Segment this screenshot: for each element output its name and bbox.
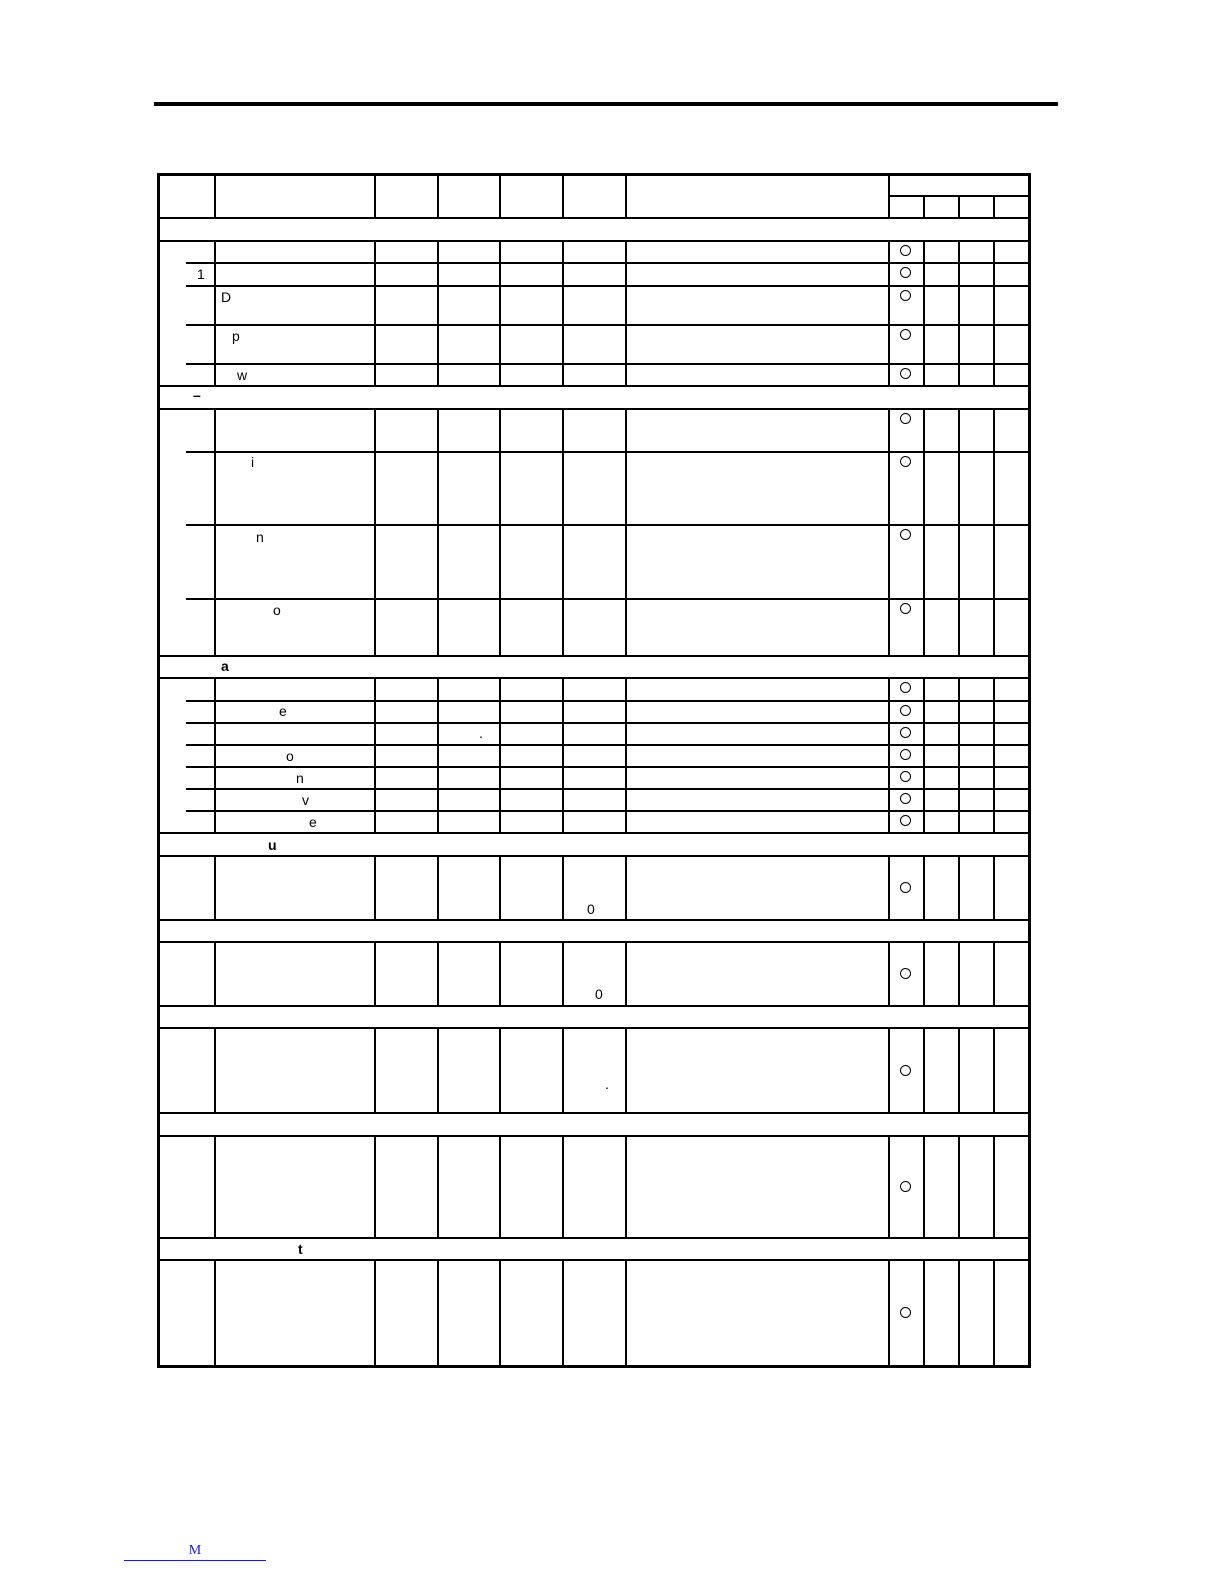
- section-divider: [158, 240, 1029, 242]
- column-divider: [437, 1028, 439, 1113]
- row-divider: [186, 324, 1029, 326]
- row-label-fragment: p: [232, 328, 240, 344]
- section-divider: [158, 1365, 1029, 1367]
- applicable-circle-icon: [900, 771, 911, 782]
- row-divider: [186, 744, 1029, 746]
- row-divider: [186, 598, 1029, 600]
- row-label-fragment: i: [251, 454, 255, 470]
- column-divider: [499, 1260, 501, 1366]
- cell-fragment: 0: [587, 901, 595, 917]
- column-divider: [437, 409, 439, 656]
- section-divider: [158, 1112, 1029, 1114]
- column-divider: [437, 1260, 439, 1366]
- section-divider: [158, 919, 1029, 921]
- header-column-divider: [374, 174, 376, 218]
- row-label-fragment: e: [279, 703, 287, 719]
- section-divider: [158, 1237, 1029, 1239]
- applicable-circle-icon: [900, 413, 911, 424]
- column-divider: [958, 409, 960, 656]
- header-column-divider: [625, 174, 627, 218]
- applicable-circle-icon: [900, 245, 911, 256]
- header-bottom-rule: [158, 217, 1029, 219]
- section-title-fragment: t: [298, 1241, 303, 1257]
- applicable-circle-icon: [900, 1181, 911, 1192]
- applicable-circle-icon: [900, 529, 911, 540]
- header-column-divider: [437, 174, 439, 218]
- column-divider: [888, 1028, 890, 1113]
- row-divider: [186, 451, 1029, 453]
- section-divider: [158, 1259, 1029, 1261]
- section-divider: [158, 1135, 1029, 1137]
- applicable-circle-icon: [900, 705, 911, 716]
- column-divider: [993, 942, 995, 1006]
- column-divider: [562, 942, 564, 1006]
- row-label-fragment: n: [296, 770, 304, 786]
- column-divider: [499, 1028, 501, 1113]
- column-divider: [625, 1028, 627, 1113]
- column-divider: [625, 856, 627, 920]
- column-divider: [374, 1260, 376, 1366]
- column-divider: [499, 1136, 501, 1238]
- row-divider: [186, 722, 1029, 724]
- applicable-circle-icon: [900, 329, 911, 340]
- row-divider: [186, 363, 1029, 365]
- row-label-fragment: n: [256, 529, 264, 545]
- row-label-fragment: w: [237, 367, 248, 383]
- column-divider: [214, 856, 216, 920]
- section-divider: [158, 408, 1029, 410]
- applicable-circle-icon: [900, 727, 911, 738]
- cell-fragment: 0: [595, 986, 603, 1002]
- column-divider: [214, 942, 216, 1006]
- applicable-circle-icon: [900, 682, 911, 693]
- column-divider: [993, 409, 995, 656]
- applicable-circle-icon: [900, 968, 911, 979]
- column-divider: [888, 409, 890, 656]
- column-divider: [958, 1260, 960, 1366]
- section-divider: [158, 655, 1029, 657]
- cell-fragment: .: [479, 725, 483, 741]
- column-divider: [923, 942, 925, 1006]
- column-divider: [499, 856, 501, 920]
- column-divider: [958, 856, 960, 920]
- applicable-circle-icon: [900, 368, 911, 379]
- applicable-circle-icon: [900, 749, 911, 760]
- header-subcolumn-divider: [923, 196, 925, 218]
- column-divider: [437, 856, 439, 920]
- column-divider: [958, 942, 960, 1006]
- column-divider: [958, 1136, 960, 1238]
- column-divider: [374, 1136, 376, 1238]
- column-divider: [562, 856, 564, 920]
- column-divider: [214, 409, 216, 656]
- row-divider: [186, 700, 1029, 702]
- column-divider: [214, 1028, 216, 1113]
- column-divider: [374, 409, 376, 656]
- column-divider: [958, 1028, 960, 1113]
- column-divider: [625, 942, 627, 1006]
- header-column-divider: [562, 174, 564, 218]
- column-divider: [562, 1260, 564, 1366]
- top-rule: [154, 102, 1058, 106]
- row-label-fragment: o: [286, 748, 294, 764]
- column-divider: [888, 1136, 890, 1238]
- column-divider: [374, 856, 376, 920]
- row-divider: [186, 524, 1029, 526]
- column-divider: [499, 942, 501, 1006]
- section-divider: [158, 385, 1029, 387]
- column-divider: [625, 409, 627, 656]
- column-divider: [923, 409, 925, 656]
- row-label-fragment: D: [221, 289, 232, 305]
- row-divider: [186, 262, 1029, 264]
- column-divider: [437, 1136, 439, 1238]
- section-title-fragment: a: [221, 658, 229, 674]
- row-divider: [186, 788, 1029, 790]
- column-divider: [993, 1260, 995, 1366]
- column-divider: [888, 942, 890, 1006]
- section-title-fragment: u: [268, 837, 277, 853]
- applicable-circle-icon: [900, 1307, 911, 1318]
- column-divider: [888, 1260, 890, 1366]
- column-divider: [562, 1028, 564, 1113]
- applicable-circle-icon: [900, 456, 911, 467]
- section-title-fragment: –: [193, 387, 201, 403]
- header-subcolumn-divider: [993, 196, 995, 218]
- row-label-fragment: o: [273, 602, 281, 618]
- applicable-circle-icon: [900, 793, 911, 804]
- row-label-fragment: v: [302, 792, 309, 808]
- applicable-circle-icon: [900, 603, 911, 614]
- row-divider: [186, 766, 1029, 768]
- column-divider: [625, 1136, 627, 1238]
- column-divider: [993, 1136, 995, 1238]
- header-subcolumn-divider: [958, 196, 960, 218]
- column-divider: [993, 856, 995, 920]
- header-column-divider: [214, 174, 216, 218]
- column-divider: [374, 942, 376, 1006]
- column-divider: [923, 1260, 925, 1366]
- column-divider: [374, 1028, 376, 1113]
- column-divider: [923, 856, 925, 920]
- row-label-fragment: e: [309, 814, 317, 830]
- header-column-divider: [499, 174, 501, 218]
- column-divider: [993, 1028, 995, 1113]
- column-divider: [923, 1136, 925, 1238]
- column-divider: [214, 1260, 216, 1366]
- footer-link[interactable]: M: [124, 1542, 266, 1561]
- column-divider: [888, 856, 890, 920]
- column-divider: [437, 942, 439, 1006]
- row-divider: [186, 285, 1029, 287]
- column-divider: [923, 1028, 925, 1113]
- column-divider: [562, 1136, 564, 1238]
- applicable-circle-icon: [900, 882, 911, 893]
- header-column-divider: [888, 174, 890, 218]
- row-divider: [186, 810, 1029, 812]
- applicable-circle-icon: [900, 267, 911, 278]
- section-divider: [158, 1005, 1029, 1007]
- column-divider: [499, 409, 501, 656]
- section-divider: [158, 832, 1029, 834]
- column-divider: [625, 1260, 627, 1366]
- section-divider: [158, 677, 1029, 679]
- applicable-circle-icon: [900, 815, 911, 826]
- column-divider: [562, 409, 564, 656]
- applicable-circle-icon: [900, 290, 911, 301]
- column-divider: [214, 1136, 216, 1238]
- section-divider: [158, 855, 1029, 857]
- cell-fragment: .: [605, 1076, 609, 1092]
- applicable-circle-icon: [900, 1065, 911, 1076]
- section-divider: [158, 941, 1029, 943]
- section-divider: [158, 1027, 1029, 1029]
- row-label-fragment: 1: [197, 266, 205, 282]
